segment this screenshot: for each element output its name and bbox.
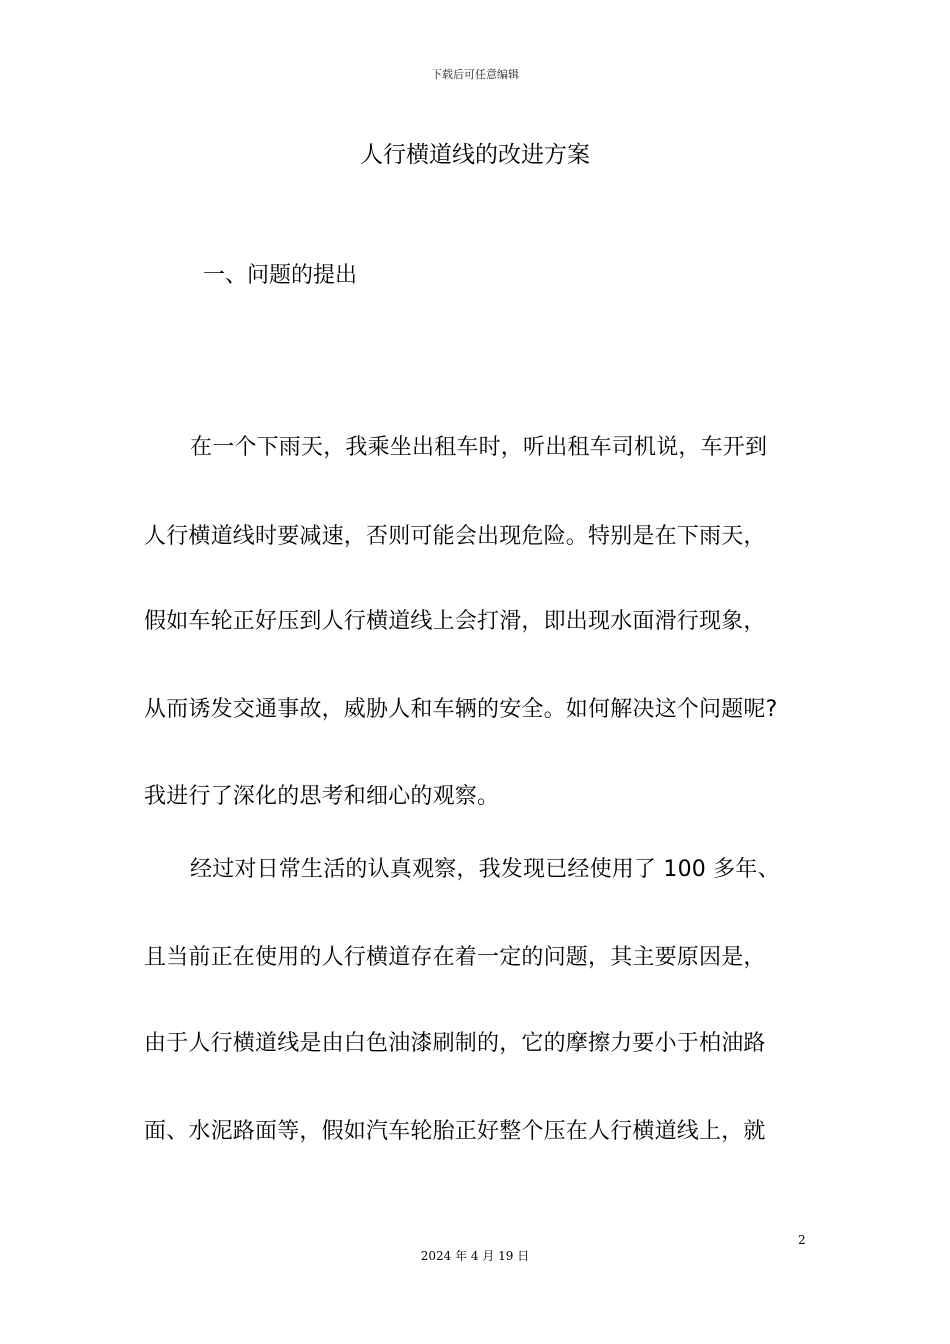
paragraph-line: 假如车轮正好压到人行横道线上会打滑，即出现水面滑行现象， [144, 609, 766, 634]
paragraph-line: 且当前正在使用的人行横道存在着一定的问题，其主要原因是， [144, 945, 766, 970]
paragraph-line: 从而诱发交通事故，威胁人和车辆的安全。如何解决这个问题呢? [144, 697, 778, 722]
footer-date: 2024 年 4 月 19 日 [420, 1249, 530, 1263]
paragraph-line: 我进行了深化的思考和细心的观察。 [144, 784, 500, 809]
section-heading: 一、问题的提出 [203, 263, 358, 288]
page-number: 2 [798, 1233, 806, 1247]
paragraph-line: 由于人行横道线是由白色油漆刷制的，它的摩擦力要小于柏油路 [144, 1031, 766, 1056]
header-note: 下载后可任意编辑 [431, 68, 519, 81]
paragraph-line: 面、水泥路面等，假如汽车轮胎正好整个压在人行横道线上，就 [144, 1119, 766, 1144]
paragraph-line: 在一个下雨天，我乘坐出租车时，听出租车司机说，车开到 [190, 435, 768, 460]
paragraph-line: 人行横道线时要减速，否则可能会出现危险。特别是在下雨天， [144, 524, 766, 549]
document-title: 人行横道线的改进方案 [360, 142, 590, 168]
paragraph-line: 经过对日常生活的认真观察，我发现已经使用了 100 多年、 [190, 857, 780, 882]
